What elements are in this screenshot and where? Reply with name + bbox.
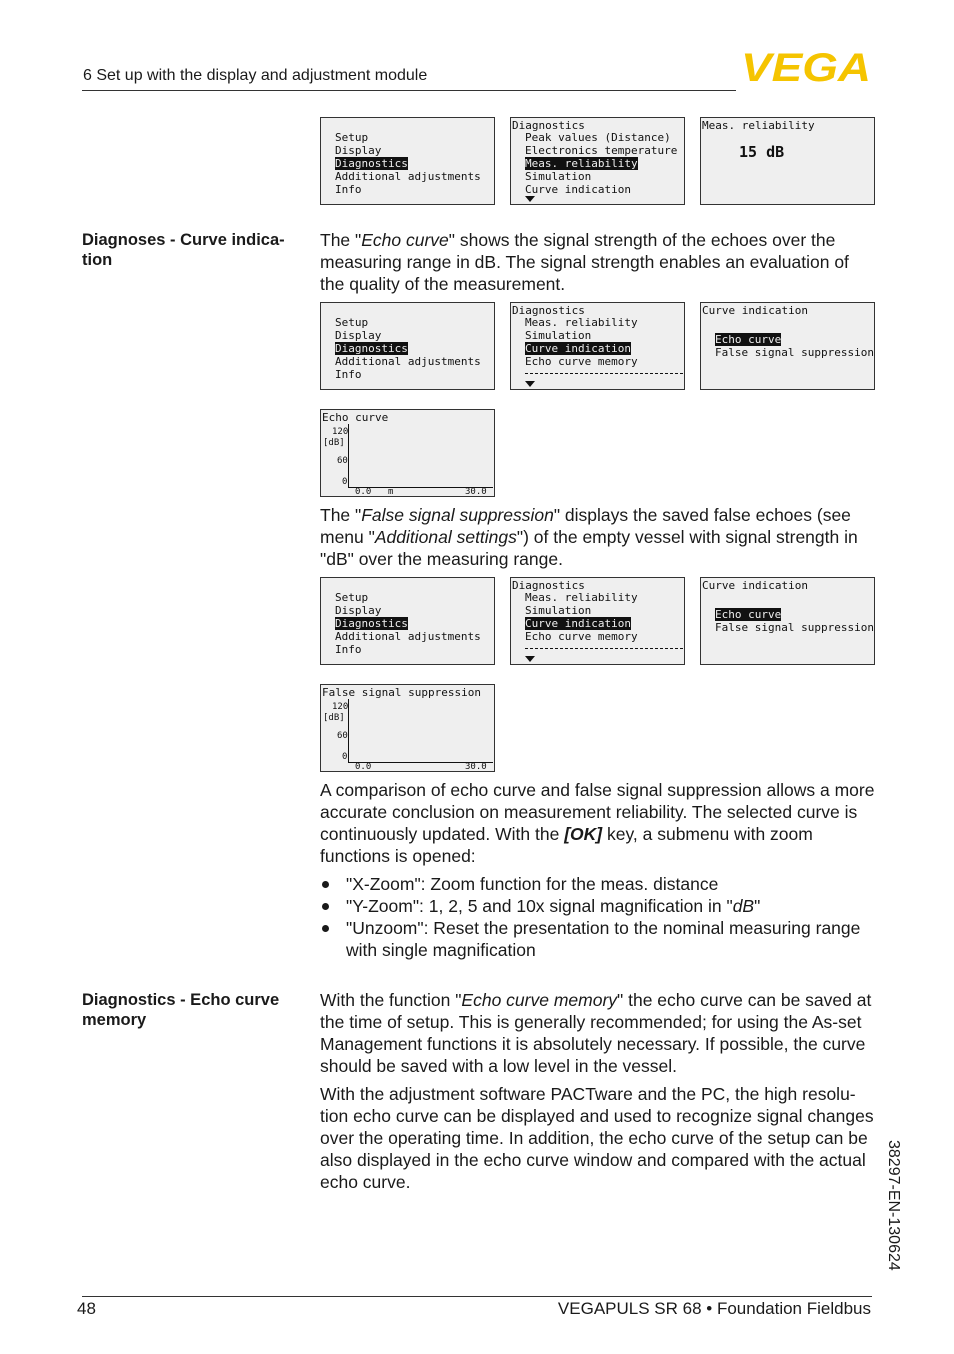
menu-item: Additional adjustments [335,630,481,643]
display-main-menu [320,577,495,665]
x-tick-label: 0.0 [355,487,372,497]
menu-item-selected: Curve indication [525,342,631,355]
menu-item: False signal suppression [715,346,874,359]
section-heading-echo-curve-memory: Diagnostics - Echo curve memory [82,991,280,1029]
menu-item: Setup [335,316,369,329]
menu-item-selected: Meas. reliability [525,157,638,170]
y-unit-label: [dB] [323,713,345,723]
vega-logo [741,49,873,85]
menu-item-selected: Diagnostics [335,342,408,355]
display-echo-curve [320,409,495,497]
display-title: Meas. reliability [702,119,815,132]
list-item: "Unzoom": Reset the presentation to the nominal measuring range with single magnification [320,917,875,961]
paragraph-echo-curve: The "Echo curve" shows the signal strength of the echoes over the measuring range in dB. The signal strength enables an evaluation of the quality of the measurement. [320,230,849,294]
menu-item: Simulation [525,170,592,183]
y-tick-label: 0 [342,477,348,487]
y-axis [348,699,349,763]
display-curve-indication [700,302,875,390]
menu-item: Info [335,368,362,381]
display-reliability [700,117,875,205]
reliability-value: 15 dB [739,143,785,161]
menu-item-selected: Diagnostics [335,617,408,630]
menu-item-selected: Curve indication [525,617,631,630]
menu-item: Simulation [525,329,592,342]
footer-title: VEGAPULS SR 68 • Foundation Fieldbus [557,1299,871,1318]
display-diagnostics-menu [510,117,685,205]
y-unit-label: [dB] [323,438,345,448]
menu-item: Info [335,643,362,656]
paragraph-false-signal: The "False signal suppression" displays the saved false echoes (see menu "Additional settings") of the empty vessel with signal strength in "dB" over the measuring range. [320,505,858,569]
zoom-options-list [320,873,875,961]
separator [525,648,683,649]
display-false-signal-suppression [320,684,495,772]
scroll-down-icon [525,656,535,662]
y-tick-label: 60 [337,456,348,466]
menu-item: Additional adjustments [335,170,481,183]
page-number: 48 [77,1299,96,1318]
list-item: "X-Zoom": Zoom function for the meas. distance [320,873,875,895]
scroll-down-icon [525,196,535,202]
menu-item-selected: Diagnostics [335,157,408,170]
menu-item: Meas. reliability [525,316,638,329]
display-curve-indication [700,577,875,665]
display-title: Curve indication [702,579,808,592]
y-tick-label: 60 [337,731,348,741]
paragraph-echo-memory: With the function "Echo curve memory" the echo curve can be saved at the time of setup. This is generally recommended; for using the As-set Management functions it is absolutely necessary. If possible, the curve should be saved with a low level in the vessel. With the adjustment software PACTware and the PC, the high resolu-tion echo curve can be displayed and used to recognize signal changes over the operating time. In addition, the echo curve of the setup can be also displayed in the echo curve window and compared with the actual echo curve. [320,990,874,1192]
display-title: False signal suppression [322,686,481,699]
header-rule [82,90,736,91]
display-title: Diagnostics [512,304,585,317]
display-diagnostics-menu [510,577,685,665]
menu-item: Meas. reliability [525,591,638,604]
menu-item: Electronics temperature [525,144,678,157]
display-main-menu [320,302,495,390]
menu-item: False signal suppression [715,621,874,634]
menu-item: Additional adjustments [335,355,481,368]
menu-item-selected: Echo curve [715,608,782,621]
display-main-menu [320,117,495,205]
menu-item: Display [335,144,382,157]
scroll-down-icon [525,381,535,387]
menu-item: Setup [335,131,369,144]
menu-item: Display [335,604,382,617]
paragraph-comparison: A comparison of echo curve and false signal suppression allows a more accurate conclusion on measurement reliability. The selected curve is continuously updated. With the [OK] key, a submenu with zoom functions is opened: "X-Zoom": Zoom function for the meas. distance "Y-Zoom": 1, 2, 5 and 10x signal magnification in "dB" "Unzoom": Reset the presentation to the nominal measuring range with single magnification [320,780,875,960]
menu-item: Curve indication [525,183,631,196]
menu-item: Info [335,183,362,196]
display-diagnostics-menu [510,302,685,390]
x-tick-label: 30.0 [465,762,487,772]
y-tick-label: 120 [332,427,349,437]
y-tick-label: 120 [332,702,349,712]
x-unit-label: m [388,487,394,497]
section-heading-curve-indication: Diagnoses - Curve indica- tion [82,231,285,269]
display-title: Diagnostics [512,579,585,592]
running-header: 6 Set up with the display and adjustment module [83,67,428,84]
menu-item: Setup [335,591,369,604]
display-title: Echo curve [322,411,389,424]
menu-item: Echo curve memory [525,355,638,368]
y-axis [348,424,349,488]
x-tick-label: 0.0 [355,762,372,772]
menu-item: Echo curve memory [525,630,638,643]
menu-item: Peak values (Distance) [525,131,671,144]
display-title: Curve indication [702,304,808,317]
menu-item: Simulation [525,604,592,617]
footer-rule [82,1296,872,1297]
vega-logo-text: VEGA [741,49,871,85]
separator [525,373,683,374]
menu-item: Display [335,329,382,342]
y-tick-label: 0 [342,752,348,762]
display-title: Diagnostics [512,119,585,132]
x-tick-label: 30.0 [465,487,487,497]
document-code: 38297-EN-130624 [885,1140,902,1271]
menu-item-selected: Echo curve [715,333,782,346]
list-item: "Y-Zoom": 1, 2, 5 and 10x signal magnification in "dB" [320,895,875,917]
